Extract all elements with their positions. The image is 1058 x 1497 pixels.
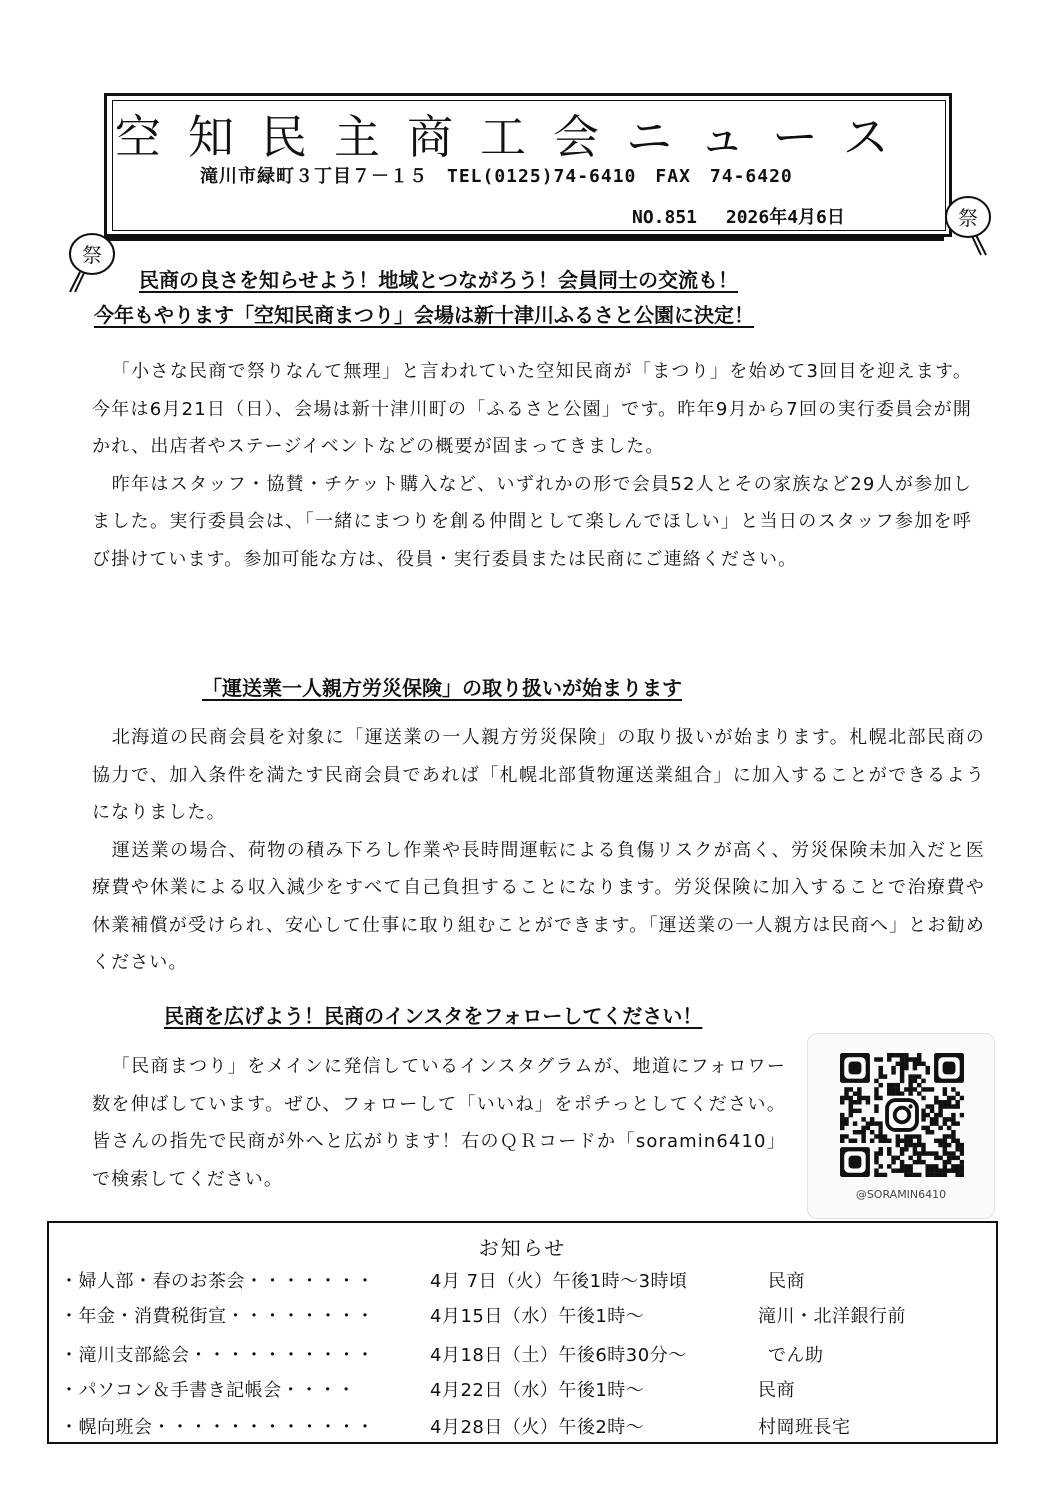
- notice-event: ・滝川支部総会・・・・・・・・・・: [60, 1345, 375, 1366]
- contact-address: 滝川市緑町３丁目７－１５ TEL(0125)74-6410 FAX 74-6420: [200, 166, 793, 187]
- notice-item: [60, 1265, 960, 1299]
- notice-date: 4月 7日（火）午後1時～3時頃: [430, 1271, 688, 1292]
- qr-code[interactable]: [840, 1053, 964, 1177]
- article1-paragraph: 昨年はスタッフ・協賛・チケット購入など、いずれかの形で会員52人とその家族など29人が参加しました。実行委員会は、「一緒にまつりを創る仲間として楽しんでほしい」と当日のスタッフ参加を呼び掛けています。参加可能な方は、役員・実行委員または民商にご連絡ください。: [92, 473, 972, 570]
- notice-date: 4月18日（土）午後6時30分～: [430, 1345, 687, 1366]
- qr-finder-pattern: [840, 1053, 870, 1083]
- notice-place: 民商: [758, 1380, 795, 1401]
- notice-date: 4月28日（火）午後2時～: [430, 1417, 645, 1438]
- notice-item: [60, 1339, 960, 1373]
- article2-paragraph: 運送業の場合、荷物の積み下ろし作業や長時間運転による負傷リスクが高く、労災保険未加入だと医療費や休業による収入減少をすべて自己負担することになります。労災保険に加入することで治療費や休業補償が受けられ、安心して仕事に取り組むことができます。「運送業の一人親方は民商へ」とお勧めください。: [92, 839, 985, 973]
- notice-item: [60, 1300, 960, 1334]
- notice-event: ・パソコン＆手書き記帳会・・・・: [60, 1380, 356, 1401]
- article2-paragraph: 北海道の民商会員を対象に「運送業の一人親方労災保険」の取り扱いが始まります。札幌北部民商の協力で、加入条件を満たす民商会員であれば「札幌北部貨物運送業組合」に加入することができるようになりました。: [92, 727, 985, 823]
- notice-place: でん助: [768, 1345, 824, 1366]
- fan-glyph: 祭: [82, 243, 102, 267]
- qr-finder-pattern: [840, 1147, 870, 1177]
- festival-fan-icon: [62, 232, 116, 294]
- article1-paragraph: 「小さな民商で祭りなんて無理」と言われていた空知民商が「まつり」を始めて3回目を迎えます。今年は6月21日（日）、会場は新十津川町の「ふるさと公園」です。昨年9月から7回の実行委員会が開かれ、出店者やステージイベントなどの概要が固まってきました。: [92, 361, 972, 457]
- masthead-bottom-bar: [104, 236, 944, 241]
- notice-event: ・幌向班会・・・・・・・・・・・・: [60, 1417, 375, 1438]
- festival-fan-icon: [944, 195, 998, 257]
- qr-finder-pattern: [934, 1053, 964, 1083]
- article1-headline-line1: 民商の良さを知らせよう！地域とつながろう！会員同士の交流も！: [139, 268, 738, 292]
- instagram-icon: [883, 1096, 921, 1134]
- article1-headline-line2: 今年もやります「空知民商まつり」会場は新十津川ふるさと公園に決定！: [94, 303, 754, 327]
- notice-event: ・年金・消費税街宣・・・・・・・・: [60, 1306, 375, 1327]
- notice-item: [60, 1411, 960, 1445]
- notice-place: 村岡班長宅: [758, 1417, 851, 1438]
- notice-date: 4月15日（水）午後1時～: [430, 1306, 645, 1327]
- notice-place: 滝川・北洋銀行前: [758, 1306, 906, 1327]
- fan-glyph: 祭: [958, 206, 978, 230]
- issue-number-date: NO.851 2026年4月6日: [632, 207, 845, 228]
- instagram-handle: @SORAMIN6410: [855, 1188, 947, 1201]
- notice-date: 4月22日（水）午後1時～: [430, 1380, 645, 1401]
- article3-headline: 民商を広げよう！民商のインスタをフォローしてください！: [164, 1004, 703, 1028]
- newsletter-title: 空知民主商工会ニュース: [115, 110, 916, 164]
- article2-headline: 「運送業一人親方労災保険」の取り扱いが始まります: [202, 676, 682, 700]
- notice-item: [60, 1374, 960, 1408]
- notice-event: ・婦人部・春のお茶会・・・・・・・: [60, 1271, 375, 1292]
- article3-paragraph: 「民商まつり」をメインに発信しているインスタグラムが、地道にフォロワー数を伸ばしています。ぜひ、フォローして「いいね」をポチっとしてください。皆さんの指先で民商が外へと広がります！右のＱＲコードか「soramin6410」で検索してください。: [92, 1056, 786, 1190]
- notices-title: お知らせ: [478, 1236, 567, 1260]
- article2-body: [92, 719, 985, 982]
- article3-body: [92, 1048, 786, 1198]
- article1-body: [92, 353, 972, 578]
- notice-place: 民商: [768, 1271, 805, 1292]
